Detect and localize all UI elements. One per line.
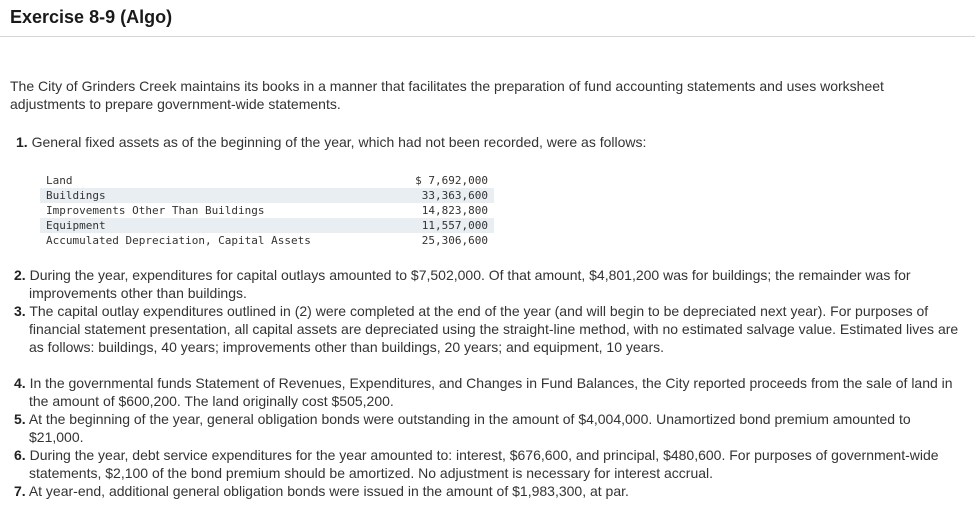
list-item-5 [14,410,959,446]
item-text: During the year, debt service expenditures for the year amounted to: interest, $676,600, and principal, $480,600. For purposes of government-wide statements, $2,100 of the bond premium should be amortized. No adjustment is necessary for interest accrual. [29,447,939,481]
list-item-3 [14,302,959,356]
item-number: 1. [16,134,28,150]
table-row [40,188,494,203]
item-number: 2. [14,267,26,283]
page-title: Exercise 8-9 (Algo) [10,7,173,27]
asset-value: 11,557,000 [421,219,488,232]
list-item-1 [16,133,961,151]
asset-label: Accumulated Depreciation, Capital Assets [46,234,311,247]
asset-value: $ 7,692,000 [415,174,488,187]
table-row [40,173,494,188]
item-text: General fixed assets as of the beginning of the year, which had not been recorded, were as follows: [31,134,647,150]
asset-label: Equipment [46,219,106,232]
list-item-6 [14,446,959,482]
list-item-7 [14,482,959,500]
item-number: 7. [14,483,26,499]
item-number: 3. [14,303,26,319]
list-item-4 [14,374,959,410]
item-number: 6. [14,447,26,463]
item-number: 5. [14,411,26,427]
item-number: 4. [14,375,26,391]
fixed-assets-table [40,173,494,248]
table-row [40,203,494,218]
asset-value: 14,823,800 [421,204,488,217]
asset-label: Buildings [46,189,106,202]
item-text: At year-end, additional general obligation bonds were issued in the amount of $1,983,300, at par. [28,483,629,499]
title-divider [0,36,975,37]
table-row [40,233,494,248]
asset-value: 25,306,600 [421,234,488,247]
asset-label: Land [46,174,73,187]
table-row [40,218,494,233]
item-text: The capital outlay expenditures outlined in (2) were completed at the end of the year (and will begin to be depreciated next year). For purposes of financial statement presentation, all capital assets are depreciated using the straight-line method, with no estimated salvage value. Estimated lives are as follows: buildings, 40 years; improvements other than buildings, 20 years; and equipment, 10 years. [29,303,959,355]
item-text: During the year, expenditures for capital outlays amounted to $7,502,000. Of that amount, $4,801,200 was for buildings; the remainder was for improvements other than buildings. [29,267,911,301]
list-item-2 [14,266,959,302]
intro-paragraph: The City of Grinders Creek maintains its books in a manner that facilitates the preparation of fund accounting statements and uses worksheet adjustments to prepare government-wide statements. [10,78,884,112]
asset-label: Improvements Other Than Buildings [46,204,265,217]
item-text: In the governmental funds Statement of Revenues, Expenditures, and Changes in Fund Balances, the City reported proceeds from the sale of land in the amount of $600,200. The land originally cost $505,200. [29,375,953,409]
item-text: At the beginning of the year, general obligation bonds were outstanding in the amount of $4,004,000. Unamortized bond premium amounted to $21,000. [28,411,911,445]
asset-value: 33,363,600 [421,189,488,202]
